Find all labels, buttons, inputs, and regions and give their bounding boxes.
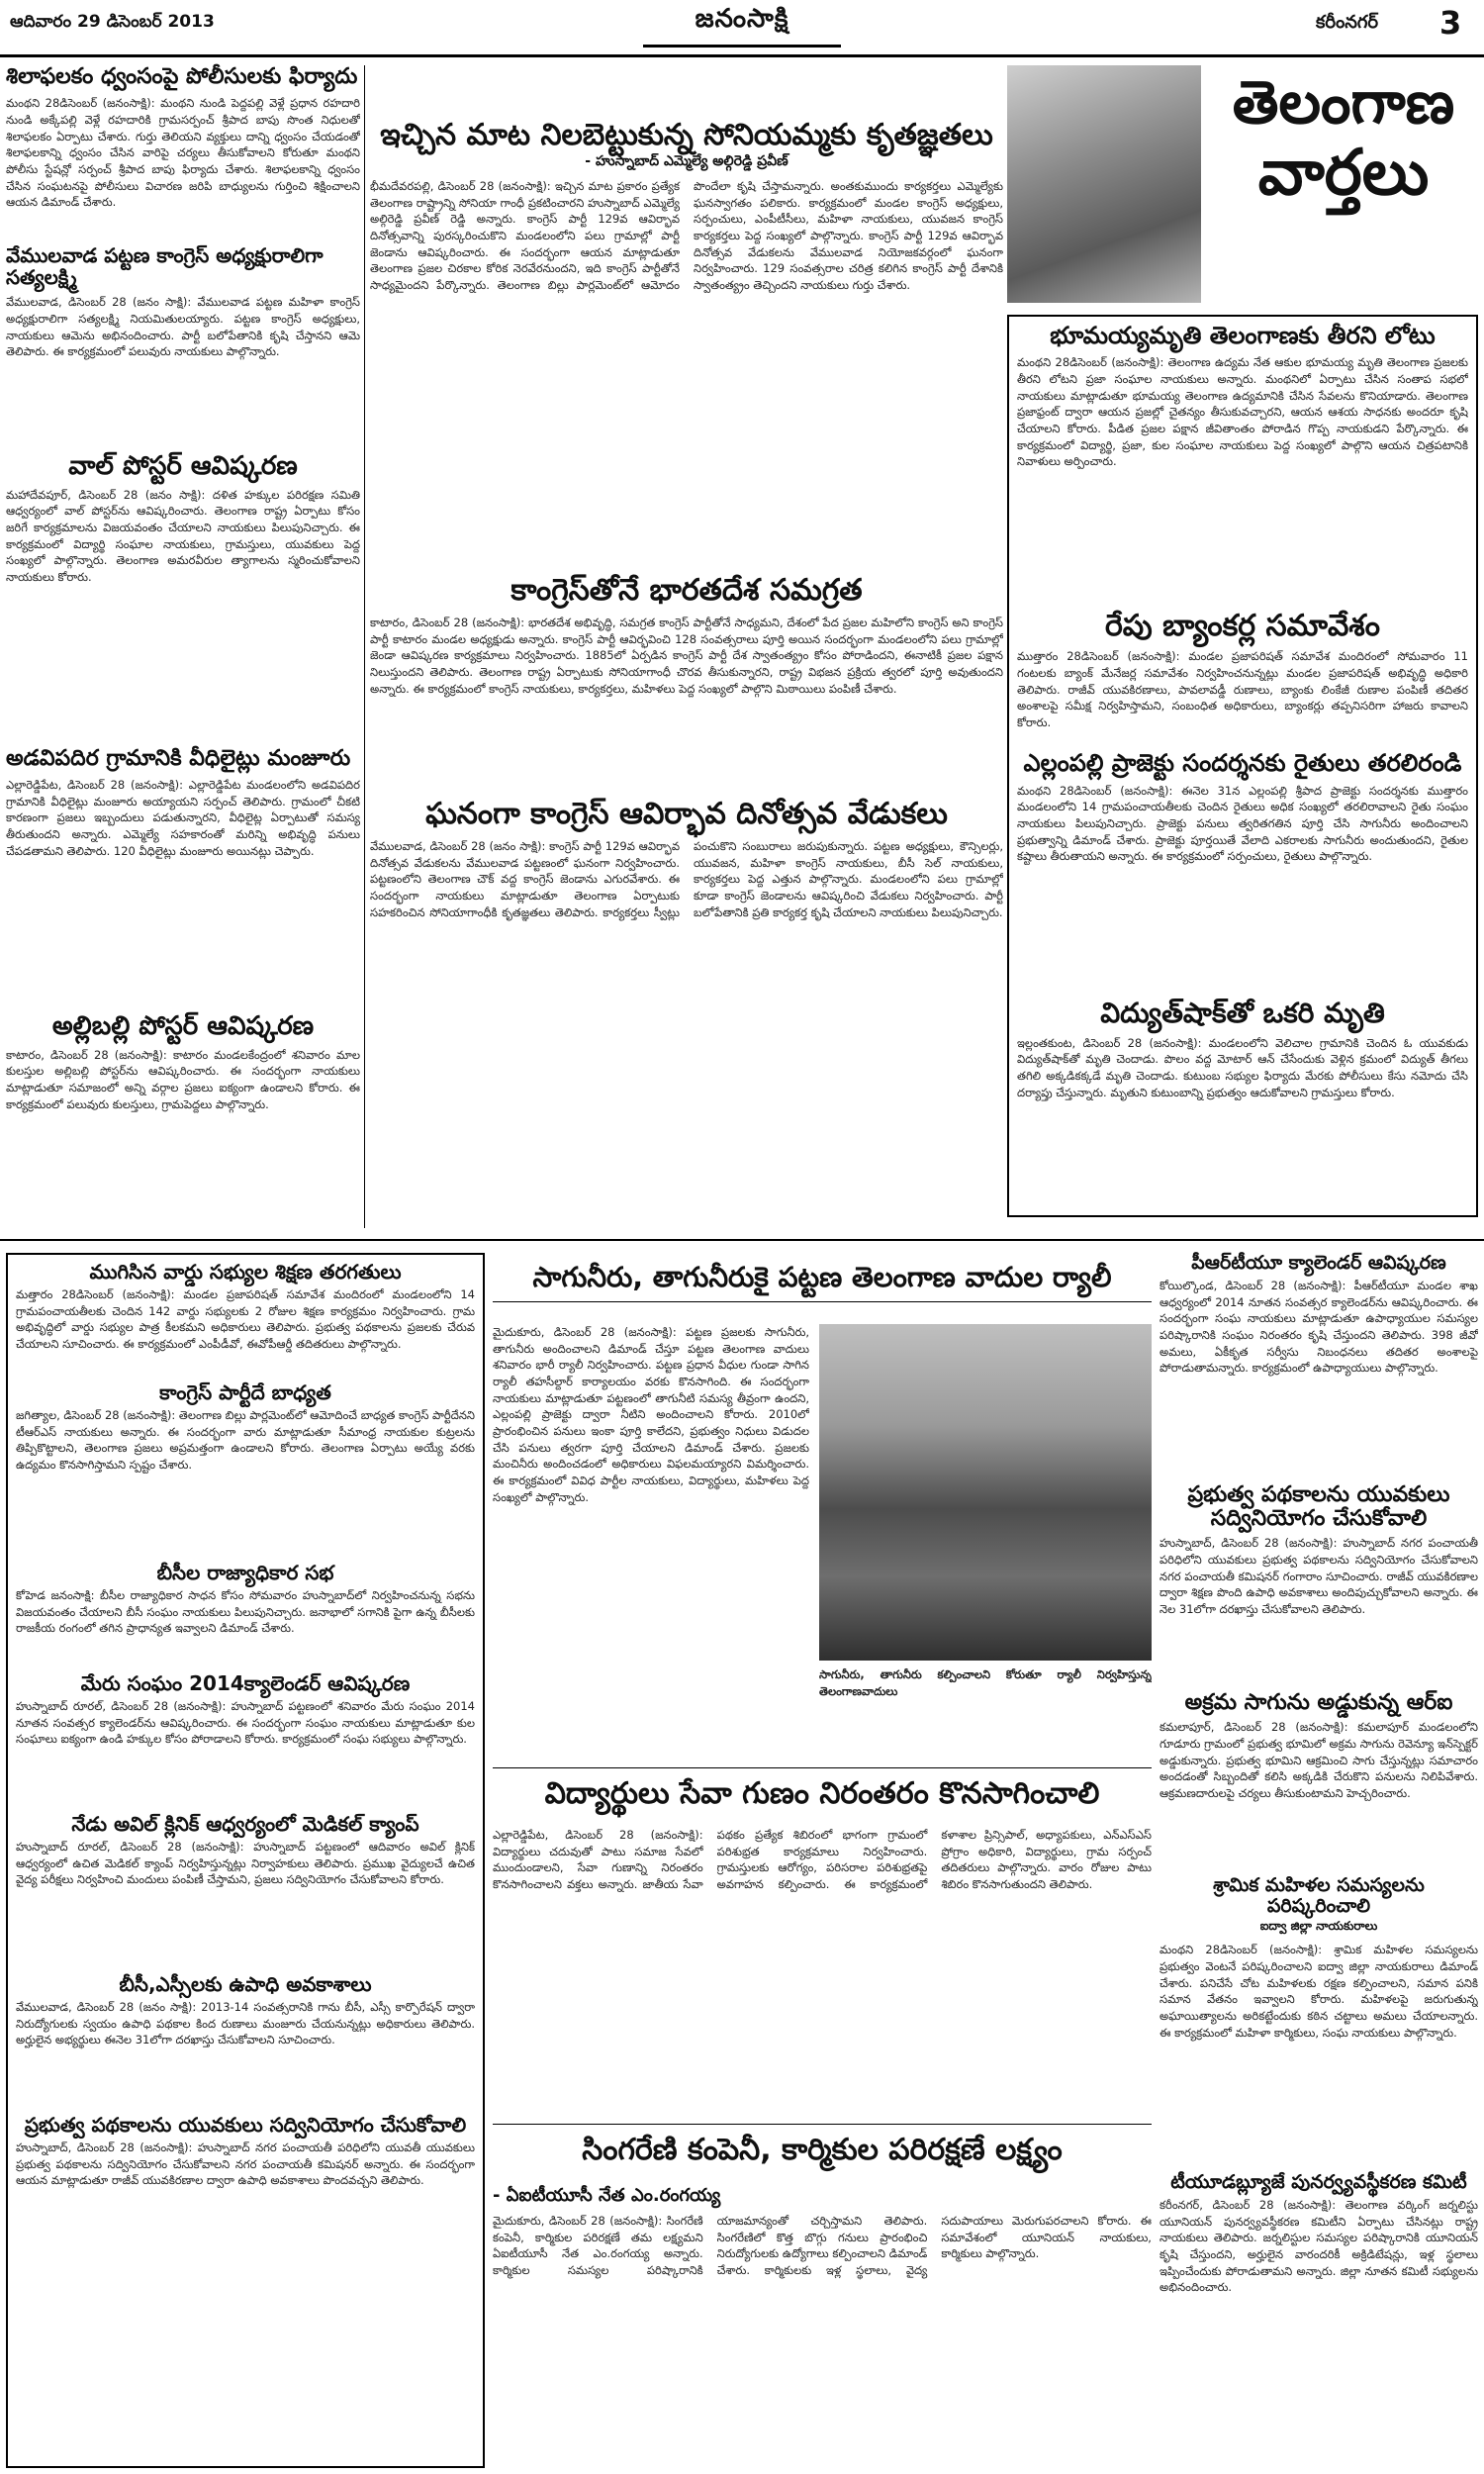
headline-a27: టీయూడబ్ల్యూజే పునర్వ్యవస్థీకరణ కమిటీ	[1170, 2171, 1467, 2194]
headline-a12: విద్యుత్‌షాక్‌తో ఒకరి మృతి	[1100, 996, 1385, 1029]
banner-line-1: తెలంగాణ	[1232, 68, 1455, 138]
body-a10: ముత్తారం 28డిసెంబర్ (జనంసాక్షి): మండల ప్రజాపరిషత్ సమావేశ మందిరంలో సోమవారం 11 గంటలకు బ్యాంక్ మేనేజర్ల సమావేశం నిర్వహించనున్నట్లు మండల ప్రజాపరిషత్ అభివృద్ధి అధికారి తెలిపారు. రాజీవ్ యువకిరణాలు, పావలావడ్డీ రుణాలు, బ్యాంకు లింకేజీ రుణాల పంపిణీ తదితర అంశాలపై సమీక్ష నిర్వహిస్తామని, సంబంధిత అధికారులు, బ్యాంకర్లు తప్పనిసరిగా హాజరు కావాలని కోరారు.	[1017, 649, 1468, 730]
issue-date: ఆదివారం 29 డిసెంబర్ 2013	[10, 12, 215, 32]
section-divider	[0, 1239, 1484, 1241]
headline-a13: ముగిసిన వార్డు సభ్యుల శిక్షణ తరగతులు	[89, 1260, 402, 1284]
body-a23: కోయిల్కొండ, డిసెంబర్ 28 (జనంసాక్షి): పీఆర్‌టీయూ మండల శాఖ ఆధ్వర్యంలో 2014 నూతన సంవత్సర క్యాలెండర్‌ను ఆవిష్కరించారు. ఈ సందర్భంగా సంఘ నాయకులు మాట్లాడుతూ ఉపాధ్యాయుల సమస్యల పరిష్కారానికి సంఘం నిరంతరం కృషి చేస్తుందని తెలిపారు. 398 జీవో అమలు, ఏకీకృత సర్వీసు నిబంధనలు తదితర అంశాలపై పోరాడుతామన్నారు. కార్యక్రమంలో ఉపాధ్యాయులు పాల్గొన్నారు.	[1159, 1278, 1478, 1376]
body-a20: మైదుకూరు, డిసెంబర్ 28 (జనంసాక్షి): పట్టణ ప్రజలకు సాగునీరు, తాగునీరు అందించాలని డిమాండ్ చేస్తూ పట్టణ తెలంగాణ వాదులు శనివారం భారీ ర్యాలీ నిర్వహించారు. పట్టణ ప్రధాన వీధుల గుండా సాగిన ర్యాలీ తహసీల్దార్ కార్యాలయం వరకు కొనసాగింది. ఈ సందర్భంగా నాయకులు మాట్లాడుతూ పట్టణంలో తాగునీటి సమస్య తీవ్రంగా ఉందని, ఎల్లంపల్లి ప్రాజెక్టు ద్వారా నీటిని అందించాలని కోరారు. 2010లో ప్రారంభించిన పనులు ఇంకా పూర్తి కాలేదని, ప్రభుత్వం నిధులు విడుదల చేసి పనులు త్వరగా పూర్తి చేయాలని డిమాండ్ చేశారు. ప్రజలకు మంచినీరు అందించడంలో అధికారులు విఫలమయ్యారని విమర్శించారు. ఈ కార్యక్రమంలో వివిధ పార్టీల నాయకులు, విద్యార్థులు, మహిళలు పెద్ద సంఖ్యలో పాల్గొన్నారు.	[493, 1325, 809, 1504]
body-a19: హుస్నాబాద్, డిసెంబర్ 28 (జనంసాక్షి): హుస్నాబాద్ నగర పంచాయతీ పరిధిలోని యువతీ యువకులు ప్రభుత్వ పథకాలను సద్వినియోగం చేసుకోవాలని నగర పంచాయతీ కమిషనర్ అన్నారు. ఈ సందర్భంగా ఆయన మాట్లాడుతూ రాజీవ్ యువకిరణాల ద్వారా ఉపాధి అవకాశాలు పొందవచ్చని తెలిపారు.	[16, 2141, 475, 2188]
body-a21: ఎల్లారెడ్డిపేట, డిసెంబర్ 28 (జనంసాక్షి): విద్యార్థులు చదువుతో పాటు సమాజ సేవలో ముందుండాలని, సేవా గుణాన్ని నిరంతరం కొనసాగించాలని వక్తలు అన్నారు. జాతీయ సేవా పథకం ప్రత్యేక శిబిరంలో భాగంగా గ్రామంలో పరిశుభ్రత కార్యక్రమాలు నిర్వహించారు. గ్రామస్తులకు ఆరోగ్యం, పరిసరాల పరిశుభ్రతపై అవగాహన కల్పించారు. ఈ కార్యక్రమంలో కళాశాల ప్రిన్సిపాల్, అధ్యాపకులు, ఎన్ఎస్ఎస్ ప్రోగ్రాం అధికారి, విద్యార్థులు, గ్రామ సర్పంచ్ తదితరులు పాల్గొన్నారు. వారం రోజుల పాటు శిబిరం కొనసాగుతుందని తెలిపారు.	[493, 1828, 1152, 1892]
headline-a11: ఎల్లంపల్లి ప్రాజెక్టు సందర్శనకు రైతులు తరలిరండి	[1023, 749, 1462, 778]
body-a2: వేములవాడ, డిసెంబర్ 28 (జనం సాక్షి): వేములవాడ పట్టణ మహిళా కాంగ్రెస్ అధ్యక్షురాలిగా సత్యలక్ష్మి నియమితులయ్యారు. పట్టణ కాంగ్రెస్ అధ్యక్షులు, నాయకులు ఆమెను అభినందించారు. పార్టీ బలోపేతానికి కృషి చేస్తానని ఆమె తెలిపారు. ఈ కార్యక్రమంలో పలువురు నాయకులు పాల్గొన్నారు.	[6, 295, 360, 359]
headline-a3: వాల్ పోస్టర్ ఆవిష్కరణ	[68, 451, 298, 482]
divider	[493, 1767, 1152, 1768]
headline-a14: కాంగ్రెస్ పార్టీదే బాధ్యత	[159, 1380, 331, 1404]
headline-a1: శిలాఫలకం ధ్వంసంపై పోలీసులకు ఫిర్యాదు	[6, 64, 358, 89]
headline-a9: భూమయ్యమృతి తెలంగాణకు తీరని లోటు	[1050, 322, 1436, 349]
body-a11: మంథని 28డిసెంబర్ (జనంసాక్షి): ఈనెల 31న ఎల్లంపల్లి శ్రీపాద ప్రాజెక్టు సందర్శనకు ముత్తారం మండలంలోని 14 గ్రామపంచాయతీలకు చెందిన రైతులు అధిక సంఖ్యలో తరలిరావాలని రైతు సంఘం నాయకులు పిలుపునిచ్చారు. ప్రాజెక్టు పనులు త్వరితగతిన పూర్తి చేసి సాగునీరు అందించాలని ప్రభుత్వాన్ని డిమాండ్ చేశారు. ప్రాజెక్టు పూర్తయితే వేలాది ఎకరాలకు సాగునీరు అందుతుందని, రైతుల కష్టాలు తీరుతాయని అన్నారు. ఈ కార్యక్రమంలో సర్పంచులు, రైతులు పాల్గొన్నారు.	[1017, 783, 1468, 864]
headline-a22: సింగరేణి కంపెనీ, కార్మికుల పరిరక్షణే లక్ష్యం	[582, 2133, 1063, 2167]
column-divider	[364, 65, 365, 1228]
body-a6: భీమదేవరపల్లి, డిసెంబర్ 28 (జనంసాక్షి): ఇచ్చిన మాట ప్రకారం ప్రత్యేక తెలంగాణ రాష్ట్రాన్ని సోనియా గాంధీ ప్రకటించారని హుస్నాబాద్ ఎమ్మెల్యే అల్గిరెడ్డి ప్రవీణ్ రెడ్డి అన్నారు. కాంగ్రెస్ పార్టీ 129వ ఆవిర్భావ దినోత్సవాన్ని పురస్కరించుకొని మండలంలోని పలు గ్రామాల్లో పార్టీ జెండాను ఆవిష్కరించారు. ఈ సందర్భంగా ఆయన మాట్లాడుతూ తెలంగాణ ప్రజల చిరకాల కోరిక నెరవేరనుందని, ఇది కాంగ్రెస్ పార్టీతోనే సాధ్యమైందని పేర్కొన్నారు. తెలంగాణ బిల్లు పార్లమెంట్‌లో ఆమోదం పొందేలా కృషి చేస్తామన్నారు. అంతకుముందు కార్యకర్తలు ఎమ్మెల్యేకు ఘనస్వాగతం పలికారు. కార్యక్రమంలో మండల కాంగ్రెస్ అధ్యక్షులు, సర్పంచులు, ఎంపీటీసీలు, మహిళా నాయకులు, యువజన కాంగ్రెస్ కార్యకర్తలు పెద్ద సంఖ్యలో పాల్గొన్నారు. కాంగ్రెస్ పార్టీ 129వ ఆవిర్భావ దినోత్సవ వేడుకలను వేములవాడ నియోజకవర్గంలో ఘనంగా నిర్వహించారు. 129 సంవత్సరాల చరిత్ర కలిగిన కాంగ్రెస్ పార్టీ దేశానికి స్వాతంత్య్రం తెచ్చిందని నాయకులు గుర్తు చేశారు.	[370, 179, 1003, 293]
page-number: 3	[1439, 4, 1462, 42]
headline-a17: నేడు అవిల్ క్లినిక్ ఆధ్వర్యంలో మెడికల్ క్యాంప్	[71, 1812, 419, 1836]
headline-a16: మేరు సంఘం 2014క్యాలెండర్ ఆవిష్కరణ	[80, 1671, 411, 1695]
byline-a26: ఐద్వా జిల్లా నాయకురాలు	[1259, 1919, 1378, 1934]
body-a15: కోహెడ జనంసాక్షి: బీసీల రాజ్యాధికార సాధన కోసం సోమవారం హుస్నాబాద్‌లో నిర్వహించనున్న సభను విజయవంతం చేయాలని బీసీ సంఘం నాయకులు పిలుపునిచ్చారు. జనాభాలో సగానికి పైగా ఉన్న బీసీలకు రాజకీయ రంగంలో తగిన ప్రాధాన్యత ఇవ్వాలని డిమాండ్ చేశారు.	[16, 1588, 475, 1636]
rally-photo	[819, 1324, 1152, 1661]
body-a25: కమలాపూర్, డిసెంబర్ 28 (జనంసాక్షి): కమలాపూర్ మండలంలోని గూడూరు గ్రామంలో ప్రభుత్వ భూమిలో అక్రమ సాగును రెవెన్యూ ఇన్‌స్పెక్టర్ అడ్డుకున్నారు. ప్రభుత్వ భూమిని ఆక్రమించి సాగు చేస్తున్నట్లు సమాచారం అందడంతో సిబ్బందితో కలిసి అక్కడికి చేరుకొని పనులను నిలిపివేశారు. ఆక్రమణదారులపై చర్యలు తీసుకుంటామని హెచ్చరించారు.	[1159, 1720, 1478, 1801]
body-a16: హుస్నాబాద్ రూరల్, డిసెంబర్ 28 (జనంసాక్షి): హుస్నాబాద్ పట్టణంలో శనివారం మేరు సంఘం 2014 నూతన సంవత్సర క్యాలెండర్‌ను ఆవిష్కరించారు. ఈ సందర్భంగా సంఘం నాయకులు మాట్లాడుతూ కుల సంఘాలు ఐక్యంగా ఉండి హక్కుల కోసం పోరాడాలని కోరారు. కార్యక్రమంలో సంఘ సభ్యులు పాల్గొన్నారు.	[16, 1699, 475, 1747]
headline-a15: బీసీల రాజ్యాధికార సభ	[156, 1561, 334, 1584]
body-a7: కాటారం, డిసెంబర్ 28 (జనంసాక్షి): భారతదేశ అభివృద్ధి, సమగ్రత కాంగ్రెస్ పార్టీతోనే సాధ్యమని, దేశంలో పేద ప్రజల మహిలోని కాంగ్రెస్ అని కాంగ్రెస్ పార్టీ కాటారం మండల అధ్యక్షుడు అన్నారు. కాంగ్రెస్ పార్టీ ఆవిర్భవించి 128 సంవత్సరాలు పూర్తి అయిన సందర్భంగా మండలంలోని పలు గ్రామాల్లో జెండా ఆవిష్కరణ కార్యక్రమాలు నిర్వహించారు. 1885లో ఏర్పడిన కాంగ్రెస్ పార్టీ దేశ స్వాతంత్య్రం కోసం పోరాడిందని, ఈనాటికీ ప్రజల పక్షాన నిలుస్తుందని తెలిపారు. తెలంగాణ రాష్ట్ర ఏర్పాటుకు సోనియాగాంధీ చొరవ తీసుకున్నారని, రాష్ట్ర విభజన ప్రక్రియ త్వరలో పూర్తి అవుతుందని అన్నారు. ఈ కార్యక్రమంలో కాంగ్రెస్ నాయకులు, కార్యకర్తలు, మహిళలు పెద్ద సంఖ్యలో పాల్గొని మిఠాయిలు పంపిణీ చేశారు.	[370, 616, 1003, 696]
body-a17: హుస్నాబాద్ రూరల్, డిసెంబర్ 28 (జనంసాక్షి): హుస్నాబాద్ పట్టణంలో ఆదివారం అవిల్ క్లినిక్ ఆధ్వర్యంలో ఉచిత మెడికల్ క్యాంప్ నిర్వహిస్తున్నట్లు నిర్వాహకులు తెలిపారు. ప్రముఖ వైద్యులచే ఉచిత వైద్య పరీక్షలు నిర్వహించి మందులు పంపిణీ చేస్తామని, ప్రజలు సద్వినియోగం చేసుకోవాలని కోరారు.	[16, 1840, 475, 1887]
body-a26: మంథని 28డిసెంబర్ (జనంసాక్షి): శ్రామిక మహిళల సమస్యలను ప్రభుత్వం వెంటనే పరిష్కరించాలని ఐద్వా జిల్లా నాయకురాలు డిమాండ్ చేశారు. పనిచేసే చోట మహిళలకు రక్షణ కల్పించాలని, సమాన పనికి సమాన వేతనం ఇవ్వాలని కోరారు. మహిళలపై జరుగుతున్న అఘాయిత్యాలను అరికట్టేందుకు కఠిన చట్టాలు అమలు చేయాలన్నారు. ఈ కార్యక్రమంలో మహిళా కార్మికులు, సంఘ నాయకులు పాల్గొన్నారు.	[1159, 1943, 1478, 2040]
body-a27: కరీంనగర్, డిసెంబర్ 28 (జనంసాక్షి): తెలంగాణ వర్కింగ్ జర్నలిస్టు యూనియన్ పునర్వ్యవస్థీకరణ కమిటీని ఏర్పాటు చేసినట్లు రాష్ట్ర నాయకులు తెలిపారు. జర్నలిస్టుల సమస్యల పరిష్కారానికి యూనియన్ కృషి చేస్తుందని, అర్హులైన వారందరికీ అక్రిడిటేషన్లు, ఇళ్ల స్థలాలు ఇప్పించేందుకు పోరాడుతామని అన్నారు. జిల్లా నూతన కమిటీ సభ్యులను అభినందించారు.	[1159, 2198, 1478, 2295]
bottom-left-box	[6, 1253, 485, 2468]
headline-a21: విద్యార్థులు సేవా గుణం నిరంతరం కొనసాగించాలి	[544, 1776, 1100, 1811]
body-a1: మంథని 28డిసెంబర్ (జనంసాక్షి): మంథని నుండి పెద్దపల్లి వెళ్లే ప్రధాన రహదారి నుండి అక్కేపల్లి వెళ్లే రహదారికి గ్రామసర్పంచ్ శ్రీపాద బాపు సొంత నిధులతో శిలాఫలకం ఏర్పాటు చేశారు. గుర్తు తెలియని వ్యక్తులు దాన్ని ధ్వంసం చేయడంతో శిలాఫలకాన్ని ధ్వంసం చేసిన వారిపై చర్యలు తీసుకోవాలని కోరుతూ మంథని పోలీసు స్టేషన్లో సర్పంచ్ శ్రీపాద బాపు ఫిర్యాదు చేశారు. శిలాఫలకాన్ని ధ్వంసం చేసిన సంఘటనపై పోలీసులు విచారణ జరిపి బాధ్యులను గుర్తించి శిక్షించాలని ఆయన డిమాండ్ చేశారు.	[6, 96, 360, 210]
body-a4: ఎల్లారెడ్డిపేట, డిసెంబర్ 28 (జనంసాక్షి): ఎల్లారెడ్డిపేట మండలంలోని అడవిపదిర గ్రామానికి వీధిలైట్లు మంజూరు అయ్యాయని సర్పంచ్ తెలిపారు. గ్రామంలో చీకటి కారణంగా ప్రజలు ఇబ్బందులు పడుతున్నారని, వీధిలైట్ల ఏర్పాటుతో సమస్య తీరుతుందని అన్నారు. ఎమ్మెల్యే సహకారంతో మరిన్ని అభివృద్ధి పనులు చేపడతామని తెలిపారు. 120 వీధిలైట్లు మంజూరు అయినట్లు చెప్పారు.	[6, 777, 360, 858]
edition-name: కరీంనగర్	[1316, 12, 1378, 33]
center-column	[370, 119, 1003, 1227]
headline-a8: ఘనంగా కాంగ్రెస్ ఆవిర్భావ దినోత్సవ వేడుకలు	[425, 797, 948, 831]
left-column	[6, 65, 360, 1228]
headline-a20: సాగునీరు, తాగునీరుకై పట్టణ తెలంగాణ వాదుల ర్యాలీ	[493, 1253, 1152, 1302]
body-a5: కాటారం, డిసెంబర్ 28 (జనంసాక్షి): కాటారం మండలకేంద్రంలో శనివారం మాల కులస్తుల అల్లిబల్లి పోస్టర్‌ను ఆవిష్కరించారు. ఈ సందర్భంగా నాయకులు మాట్లాడుతూ సమాజంలో అన్ని వర్గాల ప్రజలు ఐక్యంగా ఉండాలని కోరారు. ఈ కార్యక్రమంలో పలువురు కులస్తులు, గ్రామపెద్దలు పాల్గొన్నారు.	[6, 1047, 360, 1111]
right-box	[1007, 315, 1478, 1217]
body-a3: మహాదేవపూర్, డిసెంబర్ 28 (జనం సాక్షి): దళిత హక్కుల పరిరక్షణ సమితి ఆధ్వర్యంలో వాల్ పోస్టర్‌ను ఆవిష్కరించారు. తెలంగాణ రాష్ట్ర ఏర్పాటు కోసం జరిగే కార్యక్రమాలను విజయవంతం చేయాలని నాయకులు పిలుపునిచ్చారు. ఈ కార్యక్రమంలో విద్యార్థి సంఘాల నాయకులు, గ్రామస్తులు, యువకులు పెద్ద సంఖ్యలో పాల్గొన్నారు. తెలంగాణ అమరవీరుల త్యాగాలను స్మరించుకోవాలని నాయకులు కోరారు.	[6, 487, 360, 585]
fort-photo	[1007, 65, 1201, 303]
masthead	[0, 0, 1484, 57]
headline-a24: ప్రభుత్వ పథకాలను యువకులు సద్వినియోగం చేసుకోవాలి	[1187, 1481, 1450, 1532]
headline-a18: బీసీ,ఎస్సీలకు ఉపాధి అవకాశాలు	[119, 1972, 372, 1996]
bottom-right	[1159, 1253, 1478, 2468]
body-a9: మంథని 28డిసెంబర్ (జనంసాక్షి): తెలంగాణ ఉద్యమ నేత ఆకుల భూమయ్య మృతి తెలంగాణ ప్రజలకు తీరని లోటని ప్రజా సంఘాల నాయకులు అన్నారు. మంథనిలో ఏర్పాటు చేసిన సంతాప సభలో నాయకులు మాట్లాడుతూ భూమయ్య తెలంగాణ ఉద్యమానికి చేసిన సేవలను కొనియాడారు. తెలంగాణ ప్రజాఫ్రంట్ ద్వారా ఆయన ప్రజల్లో చైతన్యం తీసుకువచ్చారని, ఆయన ఆశయ సాధనకు అందరూ కృషి చేయాలని కోరారు. పీడిత ప్రజల పక్షాన జీవితాంతం పోరాడిన గొప్ప నాయకుడని పేర్కొన్నారు. ఈ కార్యక్రమంలో విద్యార్థి, ప్రజా, కుల సంఘాల నాయకులు పెద్ద సంఖ్యలో పాల్గొని ఆయన చిత్రపటానికి నివాళులు అర్పించారు.	[1017, 355, 1468, 469]
bottom-center	[493, 1253, 1152, 2468]
headline-a6: ఇచ్చిన మాట నిలబెట్టుకున్న సోనియమ్మకు కృతజ్ఞతలు	[380, 118, 993, 152]
headline-a23: పీఆర్‌టీయూ క్యాలెండర్ ఆవిష్కరణ	[1191, 1252, 1446, 1274]
byline-a6: - హుస్నాబాద్ ఎమ్మెల్యే అల్గిరెడ్డి ప్రవీణ్	[585, 153, 788, 169]
headline-a10: రేపు బ్యాంకర్ల సమావేశం	[1105, 609, 1380, 644]
banner-line-2: వార్తలు	[1257, 137, 1430, 210]
headline-a4: అడవిపదిర గ్రామానికి వీధిలైట్లు మంజూరు	[6, 745, 351, 771]
headline-a25: అక్రమ సాగును అడ్డుకున్న ఆర్ఐ	[1184, 1690, 1453, 1716]
body-a24: హుస్నాబాద్, డిసెంబర్ 28 (జనంసాక్షి): హుస్నాబాద్ నగర పంచాయతీ పరిధిలోని యువకులు ప్రభుత్వ పథకాలను సద్వినియోగం చేసుకోవాలని నగర పంచాయతీ కమిషనర్ గంగారాం సూచించారు. రాజీవ్ యువకిరణాల ద్వారా శిక్షణ పొంది ఉపాధి అవకాశాలు అందిపుచ్చుకోవాలని అన్నారు. ఈ నెల 31లోగా దరఖాస్తు చేసుకోవాలని తెలిపారు.	[1159, 1536, 1478, 1616]
headline-a5: అల్లిబల్లి పోస్టర్ ఆవిష్కరణ	[51, 1010, 315, 1041]
body-a22: మైదుకూరు, డిసెంబర్ 28 (జనంసాక్షి): సింగరేణి కంపెనీ, కార్మికుల పరిరక్షణే తమ లక్ష్యమని ఏఐటీయూసీ నేత ఎం.రంగయ్య అన్నారు. కార్మికుల సమస్యల పరిష్కారానికి యాజమాన్యంతో చర్చిస్తామని తెలిపారు. సింగరేణిలో కొత్త బొగ్గు గనులు ప్రారంభించి నిరుద్యోగులకు ఉద్యోగాలు కల్పించాలని డిమాండ్ చేశారు. కార్మికులకు ఇళ్ల స్థలాలు, వైద్య సదుపాయాలు మెరుగుపరచాలని కోరారు. ఈ సమావేశంలో యూనియన్ నాయకులు, కార్మికులు పాల్గొన్నారు.	[493, 2214, 1152, 2278]
body-a12: ఇల్లంతకుంట, డిసెంబర్ 28 (జనంసాక్షి): మండలంలోని వెలిచాల గ్రామానికి చెందిన ఓ యువకుడు విద్యుత్‌షాక్‌తో మృతి చెందాడు. పొలం వద్ద మోటార్ ఆన్ చేసేందుకు వెళ్లిన క్రమంలో విద్యుత్ తీగలు తగిలి అక్కడికక్కడే మృతి చెందాడు. కుటుంబ సభ్యుల ఫిర్యాదు మేరకు పోలీసులు కేసు నమోదు చేసి దర్యాప్తు చేస్తున్నారు. మృతుని కుటుంబాన్ని ప్రభుత్వం ఆదుకోవాలని గ్రామస్తులు కోరారు.	[1017, 1035, 1468, 1099]
newspaper-logo: జనంసాక్షి	[643, 4, 841, 48]
body-a14: జగిత్యాల, డిసెంబర్ 28 (జనంసాక్షి): తెలంగాణ బిల్లు పార్లమెంట్‌లో ఆమోదించే బాధ్యత కాంగ్రెస్ పార్టీదేనని టీఆర్ఎస్ నాయకులు అన్నారు. ఈ సందర్భంగా వారు మాట్లాడుతూ సీమాంధ్ర నాయకుల కుట్రలను తిప్పికొట్టాలని, తెలంగాణ ప్రజలు అప్రమత్తంగా ఉండాలని కోరారు. తెలంగాణ ఏర్పాటు అయ్యే వరకు ఉద్యమం కొనసాగిస్తామని స్పష్టం చేశారు.	[16, 1408, 475, 1473]
headline-a19: ప్రభుత్వ పథకాలను యువకులు సద్వినియోగం చేసుకోవాలి	[24, 2113, 467, 2137]
byline-a22: - ఏఐటీయూసీ నేత ఎం.రంగయ్య	[493, 2185, 721, 2206]
headline-a7: కాంగ్రెస్‌తోనే భారతదేశ సమగ్రత	[510, 573, 863, 608]
headline-a26: శ్రామిక మహిళల సమస్యలను పరిష్కరించాలి	[1213, 1874, 1425, 1918]
photo-caption: సాగునీరు, తాగునీరు కల్పించాలని కోరుతూ ర్యాలీ నిర్వహిస్తున్న తెలంగాణవాదులు	[819, 1667, 1152, 1698]
section-banner	[1209, 69, 1478, 299]
body-a13: మత్తారం 28డిసెంబర్ (జనంసాక్షి): మండల ప్రజాపరిషత్ సమావేశ మందిరంలో మండలంలోని 14 గ్రామపంచాయతీలకు చెందిన 142 వార్డు సభ్యులకు 2 రోజుల శిక్షణ కార్యక్రమం నిర్వహించారు. గ్రామ అభివృద్ధిలో వార్డు సభ్యుల పాత్ర కీలకమని అధికారులు తెలిపారు. ప్రభుత్వ పథకాలను ప్రజలకు చేరువ చేయాలని సూచించారు. ఈ కార్యక్రమంలో ఎంపీడీవో, ఈవోపీఆర్డీ తదితరులు పాల్గొన్నారు.	[16, 1287, 475, 1352]
body-a18: వేములవాడ, డిసెంబర్ 28 (జనం సాక్షి): 2013-14 సంవత్సరానికి గాను బీసీ, ఎస్సీ కార్పొరేషన్ ద్వారా నిరుద్యోగులకు స్వయం ఉపాధి పథకాల కింద రుణాలు మంజూరు చేయనున్నట్లు అధికారులు తెలిపారు. అర్హులైన అభ్యర్థులు ఈనెల 31లోగా దరఖాస్తు చేసుకోవాలని సూచించారు.	[16, 2000, 475, 2047]
headline-a2: వేములవాడ పట్టణ కాంగ్రెస్ అధ్యక్షురాలిగా సత్యలక్ష్మి	[6, 243, 324, 290]
divider	[493, 2124, 1152, 2125]
body-a8: వేములవాడ, డిసెంబర్ 28 (జనం సాక్షి): కాంగ్రెస్ పార్టీ 129వ ఆవిర్భావ దినోత్సవ వేడుకలను వేములవాడ పట్టణంలో ఘనంగా నిర్వహించారు. పట్టణంలోని తెలంగాణ చౌక్ వద్ద కాంగ్రెస్ జెండాను ఎగురవేశారు. ఈ సందర్భంగా నాయకులు మాట్లాడుతూ తెలంగాణ ఏర్పాటుకు సహకరించిన సోనియాగాంధీకి కృతజ్ఞతలు తెలిపారు. కార్యకర్తలు స్వీట్లు పంచుకొని సంబురాలు జరుపుకున్నారు. పట్టణ అధ్యక్షులు, కౌన్సిలర్లు, యువజన, మహిళా కాంగ్రెస్ నాయకులు, బీసీ సెల్ నాయకులు, కార్యకర్తలు పెద్ద ఎత్తున పాల్గొన్నారు. మండలంలోని పలు గ్రామాల్లో కూడా కాంగ్రెస్ జెండాలను ఆవిష్కరించి వేడుకలు నిర్వహించారు. పార్టీ బలోపేతానికి ప్రతి కార్యకర్త కృషి చేయాలని నాయకులు పిలుపునిచ్చారు.	[370, 839, 1003, 919]
